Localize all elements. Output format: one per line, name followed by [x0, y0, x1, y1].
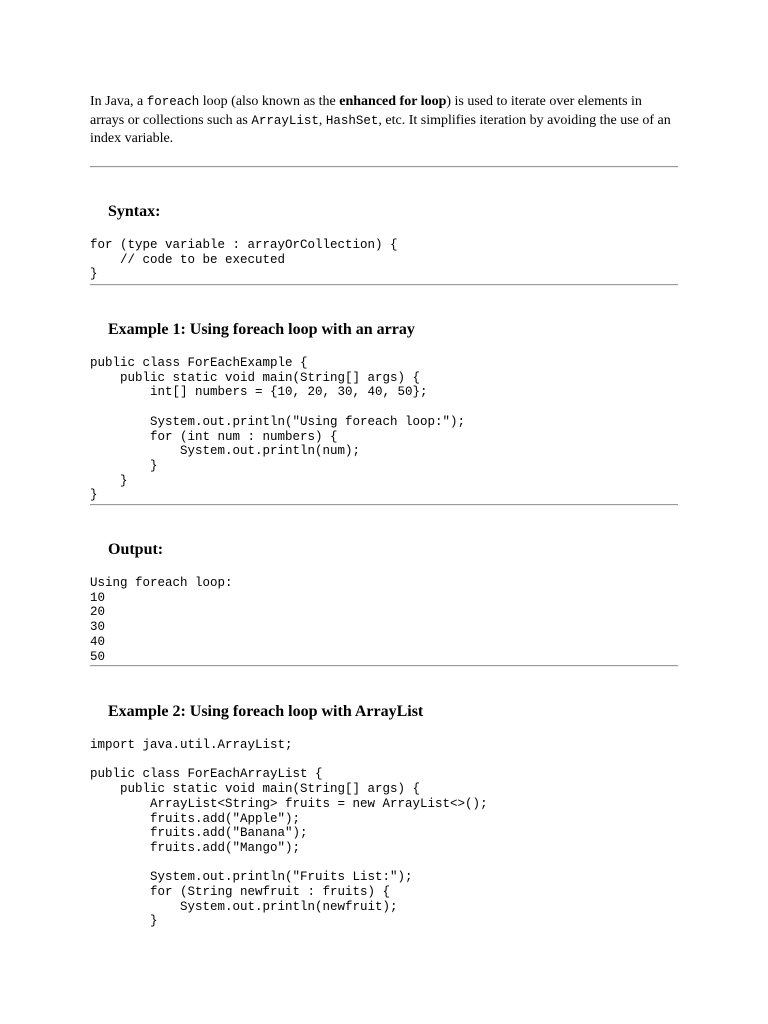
syntax-heading: Syntax: — [108, 203, 161, 220]
example2-code-block: import java.util.ArrayList; public class ForEachArrayList { public static void main(String[] args) { ArrayList<String> fruits = new ArrayList<>(); fruits.add("Apple"); fruits.add("Banana"); fruits.add("Mango"); System.out.println("Fruits List:"); for (String newfruit : fruits) { System.out.println(newfruit); } — [90, 738, 488, 929]
intro-text: In Java, a — [90, 94, 147, 109]
example2-heading: Example 2: Using foreach loop with ArrayList — [108, 703, 424, 720]
intro-text: ) is used to iterate over elements in arrays or collections such as — [90, 94, 642, 128]
bold-enhanced-for-loop: enhanced for loop — [339, 94, 447, 109]
example1-heading: Example 1: Using foreach loop with an array — [108, 321, 415, 338]
horizontal-rule — [90, 166, 678, 168]
intro-text: , etc. It simplifies iteration by avoiding the use of an index variable. — [90, 112, 671, 146]
horizontal-rule — [90, 504, 678, 506]
horizontal-rule — [90, 665, 678, 667]
intro-paragraph — [90, 93, 678, 149]
inline-code-arraylist: ArrayList — [251, 113, 319, 128]
output-code-block: Using foreach loop: 10 20 30 40 50 — [90, 576, 233, 664]
horizontal-rule — [90, 284, 678, 286]
intro-text: , — [318, 112, 326, 128]
inline-code-foreach: foreach — [146, 95, 200, 109]
syntax-code-block: for (type variable : arrayOrCollection) { // code to be executed } — [90, 238, 398, 282]
intro-text: loop (also known as the — [199, 94, 340, 109]
inline-code-hashset: HashSet — [325, 113, 379, 128]
output-heading: Output: — [108, 541, 164, 558]
example1-code-block: public class ForEachExample { public static void main(String[] args) { int[] numbers = {10, 20, 30, 40, 50}; System.out.println("Using foreach loop:"); for (int num : numbers) { System.out.println(num); } } } — [90, 356, 466, 503]
